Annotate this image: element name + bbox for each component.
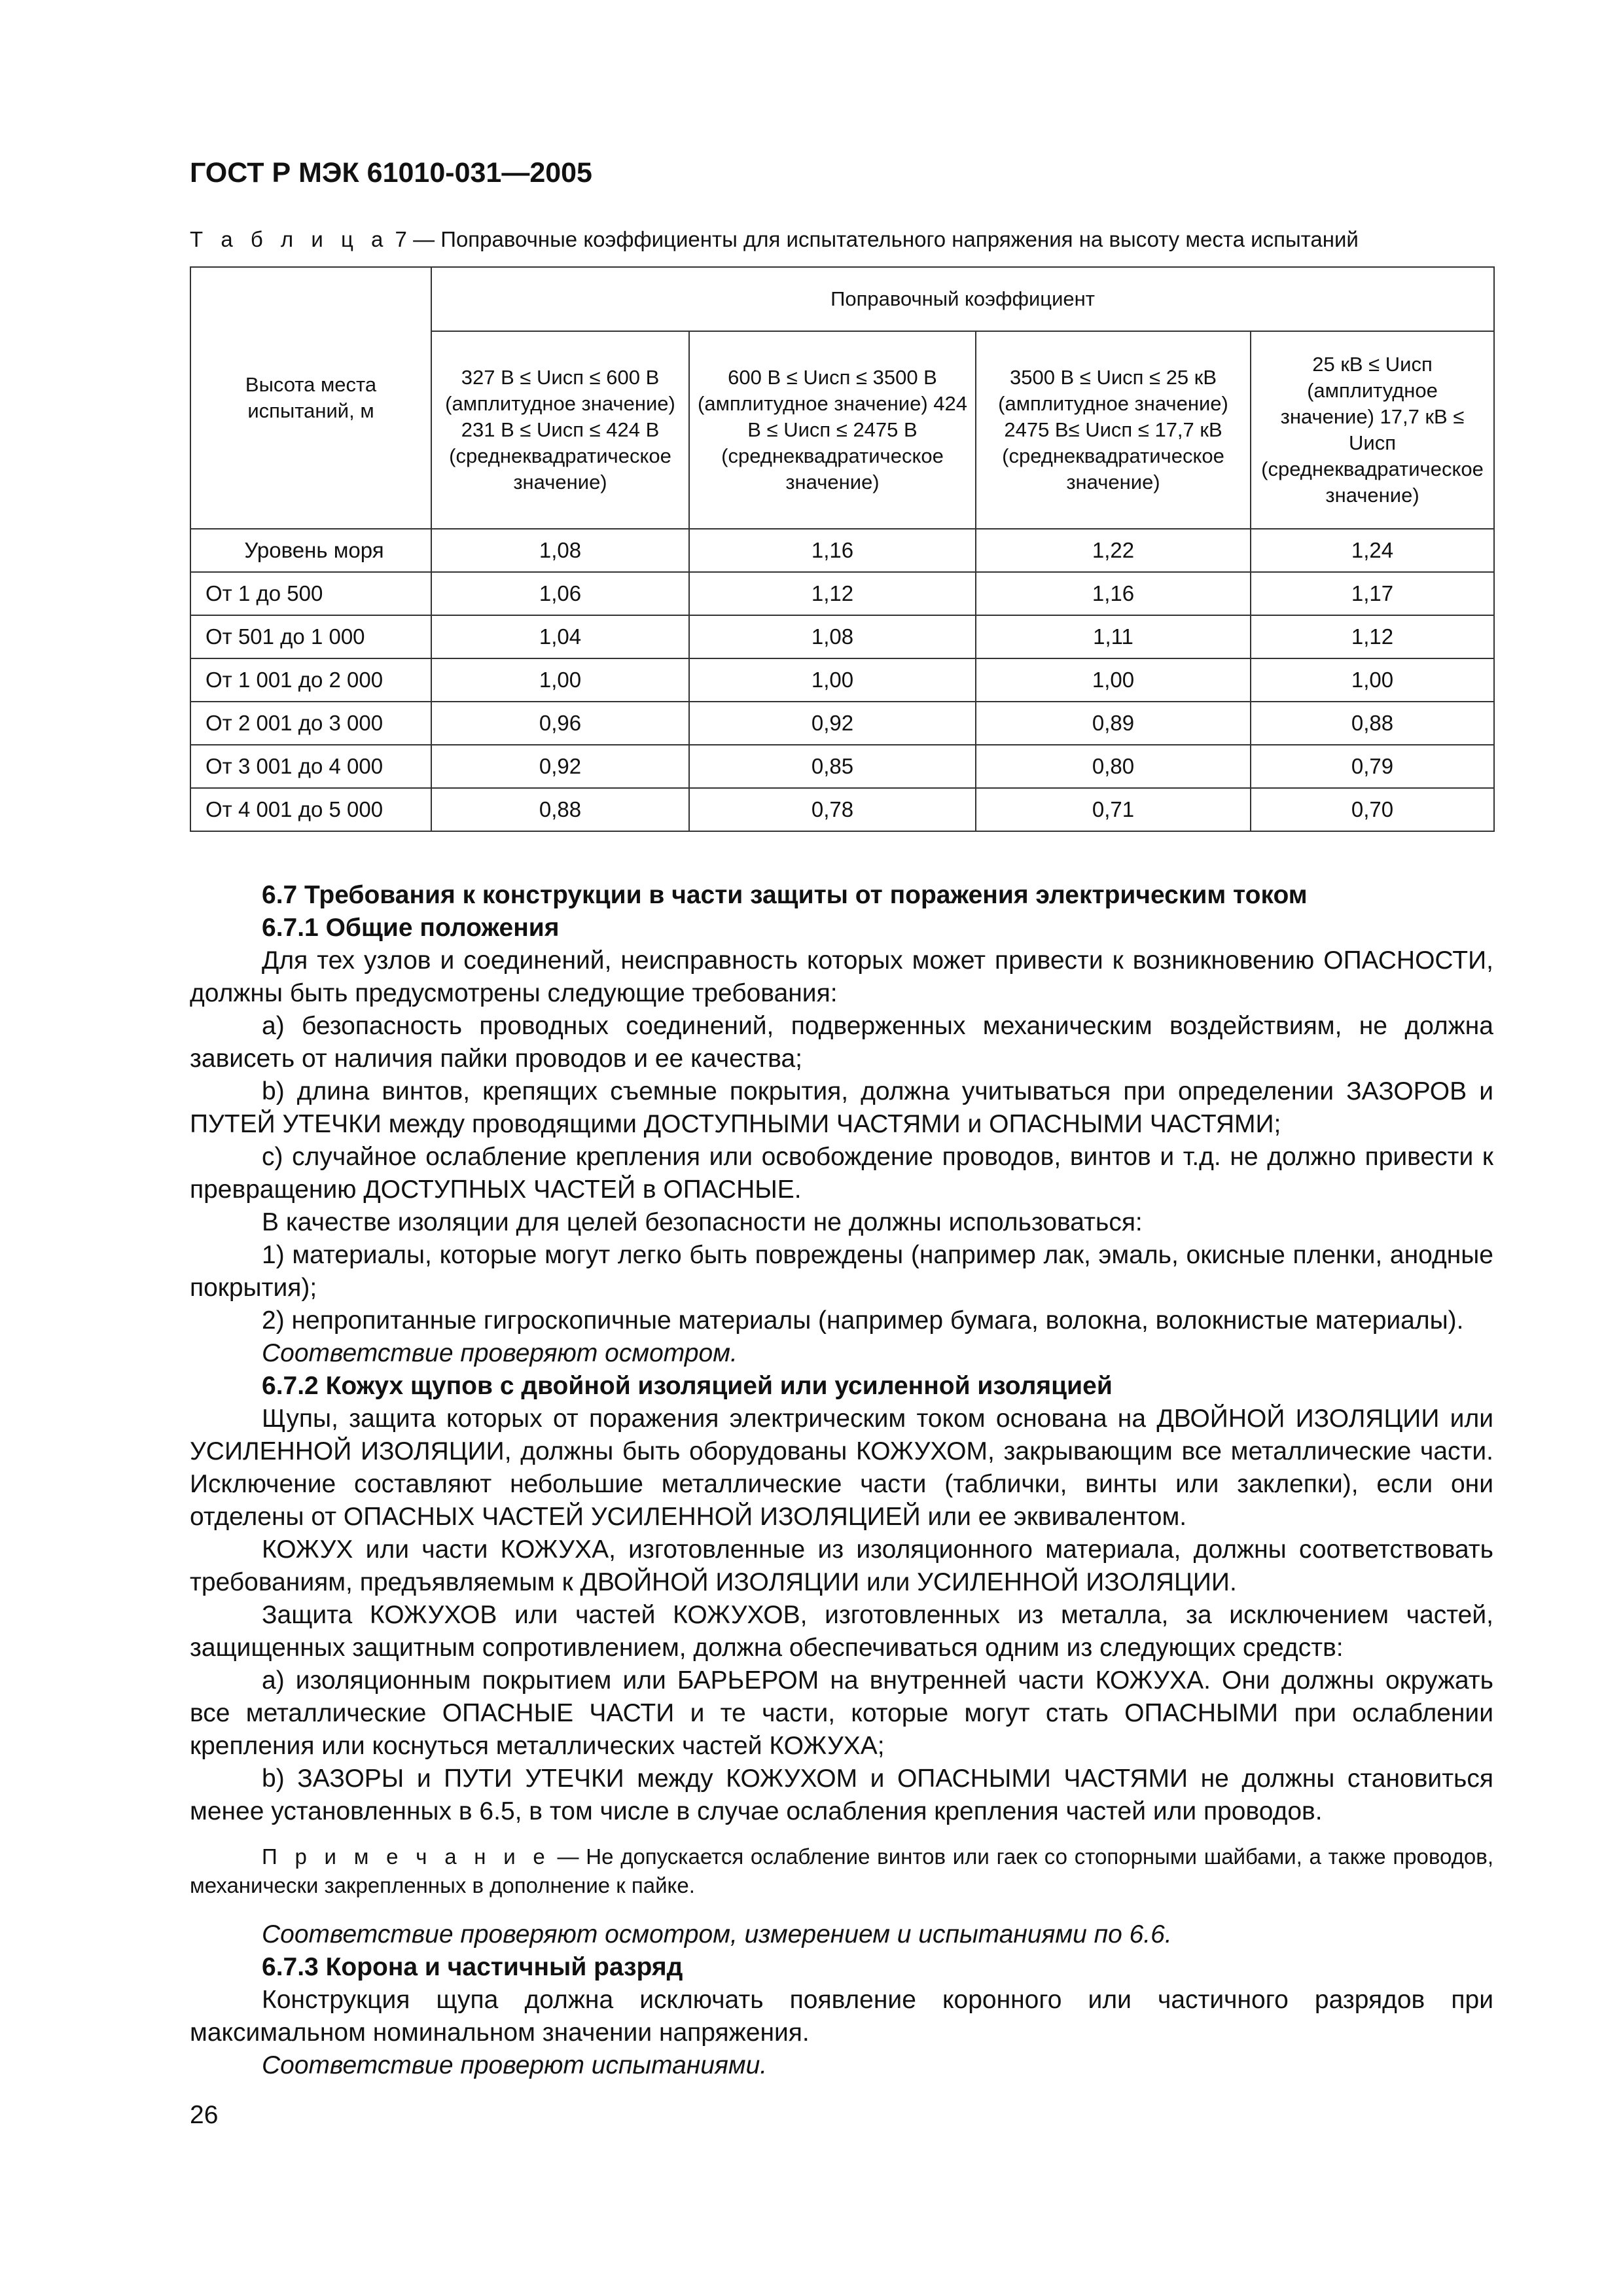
header-correction-coefficient: Поправочный коэффициент	[431, 267, 1494, 331]
note-text: — Не допускается ослабление винтов или гаек со стопорными шайбами, а также проводов, механически закрепленных в дополнение к пайке.	[190, 1844, 1493, 1897]
row-label: От 2 001 до 3 000	[190, 702, 431, 745]
row-label: От 501 до 1 000	[190, 615, 431, 658]
table-row	[190, 788, 1494, 831]
table-cell: 1,00	[1251, 658, 1494, 702]
list-item: с) случайное ослабление крепления или освобождение проводов, винтов и т.д. не должно привести к превращению ДОСТУПНЫХ ЧАСТЕЙ в ОПАСНЫЕ.	[190, 1143, 1493, 1204]
table-cell: 1,06	[431, 572, 689, 615]
list-item: а) изоляционным покрытием или БАРЬЕРОМ на внутренней части КОЖУХА. Они должны окружать все металлические ОПАСНЫЕ ЧАСТИ и те части, которые могут стать ОПАСНЫМИ при ослаблении крепления или коснуться металлических частей КОЖУХА;	[190, 1666, 1493, 1760]
paragraph: В качестве изоляции для целей безопасности не должны использоваться:	[262, 1208, 1143, 1236]
table-cell: 0,92	[431, 745, 689, 788]
table-cell: 0,71	[976, 788, 1251, 831]
table-cell: 1,12	[1251, 615, 1494, 658]
table-cell: 1,17	[1251, 572, 1494, 615]
table-cell: 1,12	[689, 572, 976, 615]
table-cell: 1,08	[431, 529, 689, 572]
header-voltage-range: 3500 В ≤ Uисп ≤ 25 кВ (амплитудное значение) 2475 В≤ Uисп ≤ 17,7 кВ (среднеквадратическое значение)	[976, 331, 1251, 529]
compliance-statement: Соответствие проверют испытаниями.	[262, 2051, 768, 2079]
table-row	[190, 658, 1494, 702]
header-voltage-range: 25 кВ ≤ Uисп (амплитудное значение) 17,7 кВ ≤ Uисп (среднеквадратическое значение)	[1251, 331, 1494, 529]
table-cell: 0,78	[689, 788, 976, 831]
table-row	[190, 572, 1494, 615]
subsection-heading: 6.7.3 Корона и частичный разряд	[262, 1953, 683, 1981]
table-cell: 1,00	[431, 658, 689, 702]
section-6-7	[190, 879, 1493, 2082]
document-header: ГОСТ Р МЭК 61010-031—2005	[190, 157, 592, 188]
table-cell: 1,00	[689, 658, 976, 702]
list-item: 2) непропитанные гигроскопичные материалы (например бумага, волокна, волокнистые материалы).	[262, 1306, 1464, 1335]
correction-table	[190, 266, 1495, 832]
row-label: От 1 до 500	[190, 572, 431, 615]
table-row	[190, 615, 1494, 658]
table-cell: 1,11	[976, 615, 1251, 658]
table-cell: 0,92	[689, 702, 976, 745]
table-cell: 0,96	[431, 702, 689, 745]
table-cell: 1,04	[431, 615, 689, 658]
table-cell: 1,24	[1251, 529, 1494, 572]
table-cell: 1,22	[976, 529, 1251, 572]
page-number: 26	[190, 2101, 219, 2129]
list-item: b) длина винтов, крепящих съемные покрытия, должна учитываться при определении ЗАЗОРОВ и ПУТЕЙ УТЕЧКИ между проводящими ДОСТУПНЫМИ ЧАСТЯМИ и ОПАСНЫМИ ЧАСТЯМИ;	[190, 1077, 1493, 1138]
subsection-heading: 6.7.2 Кожух щупов с двойной изоляцией или усиленной изоляцией	[262, 1372, 1113, 1400]
table-cell: 0,88	[431, 788, 689, 831]
table-cell: 1,16	[976, 572, 1251, 615]
table-cell: 0,80	[976, 745, 1251, 788]
table-cell: 0,88	[1251, 702, 1494, 745]
paragraph: КОЖУХ или части КОЖУХА, изготовленные из изоляционного материала, должны соответствовать требованиям, предъявляемым к ДВОЙНОЙ ИЗОЛЯЦИИ или УСИЛЕННОЙ ИЗОЛЯЦИИ.	[190, 1535, 1493, 1596]
table-caption-label: Т а б л и ц а	[190, 227, 389, 251]
table-caption-text: 7 — Поправочные коэффициенты для испытательного напряжения на высоту места испытаний	[389, 227, 1359, 251]
table-cell: 1,08	[689, 615, 976, 658]
table-cell: 0,70	[1251, 788, 1494, 831]
list-item: а) безопасность проводных соединений, подверженных механическим воздействиям, не должна зависеть от наличия пайки проводов и ее качества;	[190, 1012, 1493, 1073]
table-caption	[190, 227, 1493, 252]
row-label: От 1 001 до 2 000	[190, 658, 431, 702]
header-voltage-range: 327 В ≤ Uисп ≤ 600 В (амплитудное значение) 231 В ≤ Uисп ≤ 424 В (среднеквадратическое значение)	[431, 331, 689, 529]
paragraph: Щупы, защита которых от поражения электрическим током основана на ДВОЙНОЙ ИЗОЛЯЦИИ или УСИЛЕННОЙ ИЗОЛЯЦИИ, должны быть оборудованы КОЖУХОМ, закрывающим все металлические части. Исключение составляют небольшие металлические части (таблички, винты или заклепки), если они отделены от ОПАСНЫХ ЧАСТЕЙ УСИЛЕННОЙ ИЗОЛЯЦИЕЙ или ее эквивалентом.	[190, 1405, 1493, 1531]
row-label: От 3 001 до 4 000	[190, 745, 431, 788]
table-cell: 1,16	[689, 529, 976, 572]
section-heading: 6.7 Требования к конструкции в части защиты от поражения электрическим током	[262, 881, 1308, 909]
list-item: b) ЗАЗОРЫ и ПУТИ УТЕЧКИ между КОЖУХОМ и ОПАСНЫМИ ЧАСТЯМИ не должны становиться менее установленных в 6.5, в том числе в случае ослабления крепления частей или проводов.	[190, 1765, 1493, 1825]
subsection-heading: 6.7.1 Общие положения	[262, 914, 560, 942]
table-cell: 0,79	[1251, 745, 1494, 788]
table-cell: 1,00	[976, 658, 1251, 702]
table-row	[190, 702, 1494, 745]
note	[190, 1842, 1493, 1900]
paragraph: Для тех узлов и соединений, неисправность которых может привести к возникновению ОПАСНОСТИ, должны быть предусмотрены следующие требования:	[190, 946, 1493, 1007]
header-height: Высота места испытаний, м	[190, 267, 431, 529]
header-voltage-range: 600 В ≤ Uисп ≤ 3500 В (амплитудное значение) 424 В ≤ Uисп ≤ 2475 В (среднеквадратическое значение)	[689, 331, 976, 529]
table-row	[190, 529, 1494, 572]
paragraph: Конструкция щупа должна исключать появление коронного или частичного разрядов при максимальном номинальном значении напряжения.	[190, 1986, 1493, 2047]
row-label: От 4 001 до 5 000	[190, 788, 431, 831]
list-item: 1) материалы, которые могут легко быть повреждены (например лак, эмаль, окисные пленки, анодные покрытия);	[190, 1241, 1493, 1302]
paragraph: Защита КОЖУХОВ или частей КОЖУХОВ, изготовленных из металла, за исключением частей, защищенных защитным сопротивлением, должна обеспечиваться одним из следующих средств:	[190, 1601, 1493, 1662]
table-row	[190, 745, 1494, 788]
row-label: Уровень моря	[190, 529, 431, 572]
table-cell: 0,85	[689, 745, 976, 788]
document-page	[190, 157, 1493, 2082]
table-cell: 0,89	[976, 702, 1251, 745]
note-label: П р и м е ч а н и е	[262, 1844, 550, 1869]
compliance-statement: Соответствие проверяют осмотром, измерением и испытаниями по 6.6.	[262, 1920, 1172, 1948]
compliance-statement: Соответствие проверяют осмотром.	[262, 1339, 738, 1367]
